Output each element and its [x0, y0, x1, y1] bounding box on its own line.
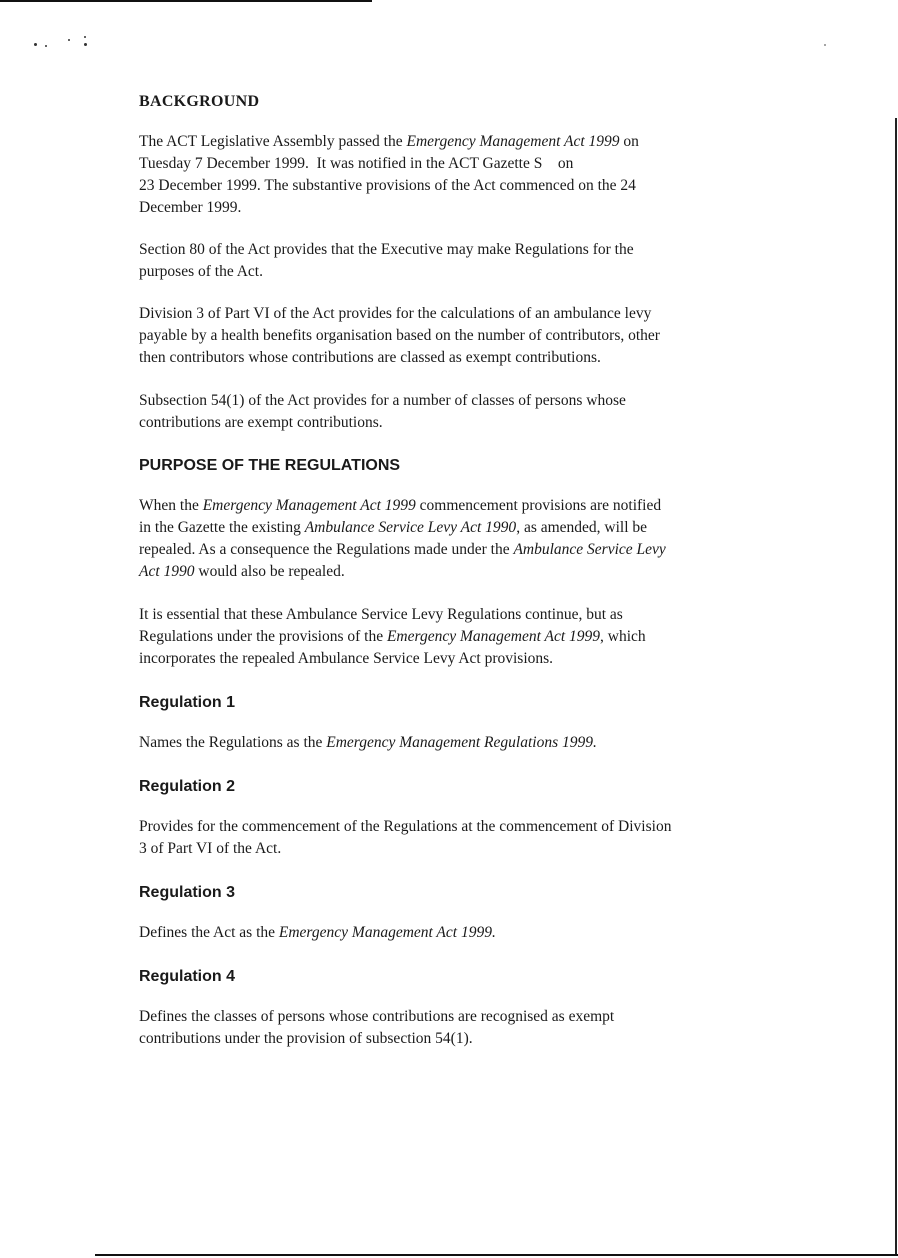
regulation-1-heading: Regulation 1: [139, 694, 236, 711]
regulation-1-text: [139, 732, 764, 754]
act-title: Ambulance Service Levy Act 1990: [304, 519, 517, 536]
scan-edge-top: [0, 0, 372, 2]
text-span: commencement provisions are notified: [415, 497, 662, 514]
regulation-2-text: [139, 816, 764, 860]
text-span: Regulations under the provisions of the: [139, 628, 387, 645]
act-title: Emergency Management Act 1999.: [278, 924, 496, 941]
regulation-4-section: [139, 965, 764, 1050]
act-title: Act 1990: [139, 563, 195, 580]
text-span: , as amended, will be: [516, 519, 648, 536]
scan-speck: [68, 39, 70, 41]
text-span: The ACT Legislative Assembly passed the: [139, 133, 407, 150]
text-span: , which: [600, 628, 646, 645]
scan-speck: [84, 43, 87, 46]
text-span: Tuesday 7 December 1999. It was notified in the ACT Gazette S on: [139, 155, 574, 172]
text-span: 23 December 1999. The substantive provisions of the Act commenced on the 24: [139, 177, 636, 194]
regulation-3-text: [139, 922, 764, 944]
text-span: contributions under the provision of subsection 54(1).: [139, 1030, 473, 1047]
purpose-section: [139, 454, 764, 670]
act-title: Emergency Management Act 1999: [386, 628, 601, 645]
text-span: Subsection 54(1) of the Act provides for a number of classes of persons whose: [139, 392, 626, 409]
text-span: Section 80 of the Act provides that the Executive may make Regulations for the: [139, 241, 634, 258]
regulation-1-section: [139, 691, 764, 754]
text-span: on: [619, 133, 639, 150]
act-title: Emergency Management Act 1999: [202, 497, 416, 514]
scan-speck: [84, 36, 86, 38]
regulation-3-section: [139, 881, 764, 944]
scan-speck: [824, 44, 826, 46]
regulation-4-heading: Regulation 4: [139, 968, 236, 985]
regulations-title: Emergency Management Regulations 1999.: [326, 734, 597, 751]
text-span: Defines the Act as the: [139, 924, 279, 941]
text-span: incorporates the repealed Ambulance Service Levy Act provisions.: [139, 650, 554, 667]
scan-edge-bottom: [95, 1254, 898, 1256]
text-span: payable by a health benefits organisation based on the number of contributors, other: [139, 327, 660, 344]
act-title: Ambulance Service Levy: [513, 541, 666, 558]
act-title: Emergency Management Act 1999: [406, 133, 620, 150]
purpose-heading: PURPOSE OF THE REGULATIONS: [139, 457, 401, 474]
scan-edge-right: [895, 118, 897, 1254]
regulation-2-section: [139, 775, 764, 860]
regulation-2-heading: Regulation 2: [139, 778, 236, 795]
scan-speck: [34, 43, 37, 46]
text-span: repealed. As a consequence the Regulations made under the: [139, 541, 514, 558]
purpose-paragraph-2: [139, 604, 764, 670]
purpose-paragraph-1: [139, 495, 764, 583]
text-span: would also be repealed.: [194, 563, 345, 580]
text-span: Defines the classes of persons whose contributions are recognised as exempt: [139, 1008, 615, 1025]
text-span: Division 3 of Part VI of the Act provides for the calculations of an ambulance levy: [139, 305, 652, 322]
document-body: [139, 90, 764, 1050]
background-section: [139, 90, 764, 434]
text-span: When the: [139, 497, 203, 514]
text-span: purposes of the Act.: [139, 263, 263, 280]
text-span: contributions are exempt contributions.: [139, 414, 383, 431]
text-span: Provides for the commencement of the Regulations at the commencement of Division: [139, 818, 672, 835]
background-paragraph-2: [139, 239, 764, 283]
text-span: December 1999.: [139, 199, 242, 216]
text-span: in the Gazette the existing: [139, 519, 305, 536]
background-paragraph-4: [139, 390, 764, 434]
scan-speck: [45, 45, 47, 47]
regulation-4-text: [139, 1006, 764, 1050]
background-heading: BACKGROUND: [139, 93, 260, 110]
text-span: then contributors whose contributions are classed as exempt contributions.: [139, 349, 601, 366]
regulation-3-heading: Regulation 3: [139, 884, 236, 901]
text-span: Names the Regulations as the: [139, 734, 327, 751]
background-paragraph-1: [139, 131, 764, 219]
background-paragraph-3: [139, 303, 764, 369]
text-span: It is essential that these Ambulance Service Levy Regulations continue, but as: [139, 606, 623, 623]
text-span: 3 of Part VI of the Act.: [139, 840, 282, 857]
